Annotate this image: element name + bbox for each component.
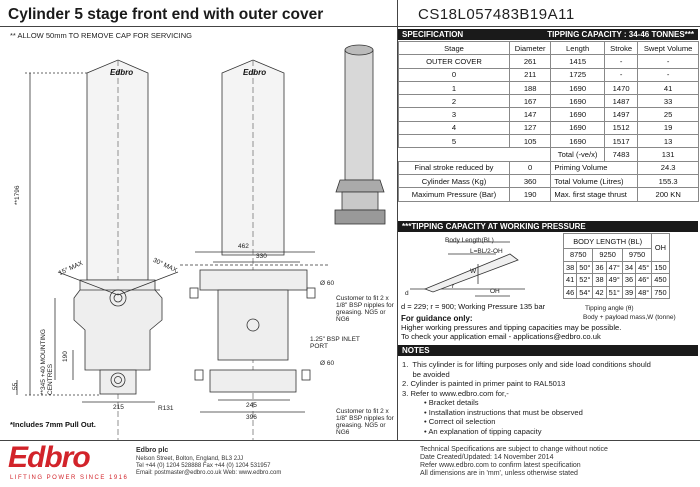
table-row [564, 286, 670, 299]
total-volume: 131 [638, 148, 699, 161]
l-label: L=BL/2-OH [470, 248, 503, 255]
customer-fit-top: Customer to fit 2 x 1/8" BSP nipples for greasing. NG5 or NG6 [336, 295, 394, 323]
table-cell: 105 [510, 135, 551, 148]
table-row [399, 108, 699, 121]
company-email: Email: postmaster@edbro.co.uk Web: www.edbro.com [136, 470, 282, 476]
table-cell: 34 [622, 261, 635, 274]
spec-header-cell: Length [551, 42, 605, 55]
note-item: 2. Cylinder is painted in primer paint to RAL5013 [402, 379, 566, 388]
guidance-line-1: Higher working pressures and tipping capacities may be possible. [401, 323, 622, 332]
dim-190: 190 [62, 351, 69, 362]
table-cell: 25 [638, 108, 699, 121]
bl-header: BODY LENGTH (BL) [564, 234, 652, 249]
note-item: • Bracket details [424, 398, 479, 407]
customer-fit-bottom: Customer to fit 2 x 1/8" BSP nipples for greasing. NG5 or NG6 [336, 408, 394, 436]
table-cell: 360 [510, 174, 551, 187]
spec-header-cell: Diameter [510, 42, 551, 55]
table-cell: 41 [564, 274, 577, 287]
table-cell: 190 [510, 188, 551, 201]
footer-right-4: All dimensions are in 'mm', unless otherwise stated [420, 470, 578, 477]
cylinder-drawing [0, 40, 397, 440]
table-cell: 54° [577, 286, 593, 299]
table-cell: 47° [606, 261, 622, 274]
product-code: CS18L057483B19A11 [418, 6, 575, 23]
table-cell: 261 [510, 55, 551, 68]
table-cell: 750 [652, 286, 669, 299]
table-cell: 1690 [551, 81, 605, 94]
payload-label: Body + payload mass,W (tonne) [583, 314, 676, 321]
bl-header-row [564, 234, 670, 249]
table-cell: 38 [593, 274, 606, 287]
table-cell: OUTER COVER [399, 55, 510, 68]
total-stroke: 7483 [604, 148, 637, 161]
table-cell: 41 [638, 81, 699, 94]
note-item: • Installation instructions that must be observed [424, 407, 583, 417]
table-cell: 450 [652, 274, 669, 287]
table-cell: 1690 [551, 121, 605, 134]
company-address: Nelson Street, Bolton, England, BL3 2JJ [136, 456, 244, 462]
company-name: Edbro plc [136, 447, 169, 454]
table-cell: 42 [593, 286, 606, 299]
table-cell: 48° [636, 286, 652, 299]
bl-col: 9750 [622, 249, 651, 262]
table-cell: 51° [606, 286, 622, 299]
table-cell: 5 [399, 135, 510, 148]
spec-header-cell: Stroke [604, 42, 637, 55]
table-cell: 147 [510, 108, 551, 121]
left-cover-body [87, 60, 148, 280]
company-phone: Tel +44 (0) 1204 528888 Fax +44 (0) 1204 531957 [136, 463, 271, 469]
table-cell: 1690 [551, 108, 605, 121]
table-cell: Final stroke reduced by [399, 161, 510, 174]
dim-mount: **345 +40 MOUNTING CENTRES [40, 329, 54, 395]
table-cell: 3 [399, 108, 510, 121]
dim-15: 15° MAX [57, 259, 85, 278]
oh-label: OH [490, 288, 500, 295]
table-cell: 188 [510, 81, 551, 94]
table-cell: 155.3 [638, 174, 699, 187]
table-cell: - [604, 55, 637, 68]
bl-col: 9250 [593, 249, 622, 262]
table-cell: 1690 [551, 135, 605, 148]
table-cell: 19 [638, 121, 699, 134]
r-label: r [452, 283, 455, 290]
w-label: W [470, 268, 477, 275]
spec-table [398, 41, 699, 202]
dim-330: 330 [256, 253, 267, 260]
table-cell: 46° [636, 274, 652, 287]
table-cell: 13 [638, 135, 699, 148]
table-row [564, 261, 670, 274]
page-title: Cylinder 5 stage front end with outer cover [8, 6, 324, 23]
table-cell: 50° [577, 261, 593, 274]
note-item: 1. This cylinder is for lifting purposes only and side load conditions should [402, 360, 651, 369]
table-cell: Total Volume (Litres) [551, 174, 638, 187]
table-cell: 200 KN [638, 188, 699, 201]
spec-header-row [399, 42, 699, 55]
table-cell: 46 [564, 286, 577, 299]
footer-right-3: Refer www.edbro.com to confirm latest specification [420, 462, 581, 469]
table-cell: 36 [593, 261, 606, 274]
table-cell: 150 [652, 261, 669, 274]
tipping-diagram [400, 234, 560, 302]
table-cell: Priming Volume [551, 161, 638, 174]
table-cell: 39 [622, 286, 635, 299]
dim-462: 462 [238, 243, 249, 250]
table-cell: Maximum Pressure (Bar) [399, 188, 510, 201]
note-item: • An explanation of tipping capacity [424, 426, 542, 436]
table-cell: 36 [622, 274, 635, 287]
cover-brand-middle: Edbro [243, 68, 267, 77]
table-cell: 1512 [604, 121, 637, 134]
table-cell: - [638, 55, 699, 68]
table-row [399, 68, 699, 81]
table-cell: Cylinder Mass (Kg) [399, 174, 510, 187]
bl-col: 8750 [564, 249, 593, 262]
total-label: Total (-ve/x) [551, 148, 605, 161]
table-row [399, 55, 699, 68]
table-cell: 45° [636, 261, 652, 274]
table-cell: 38 [564, 261, 577, 274]
total-row [399, 148, 699, 161]
empty-cell [510, 148, 551, 161]
table-row [564, 274, 670, 287]
table-row [399, 121, 699, 134]
table-cell: 1497 [604, 108, 637, 121]
table-row [399, 135, 699, 148]
dim-215: 215 [113, 404, 124, 411]
tipping-angle-label: Tipping angle (θ) [585, 305, 634, 312]
table-row [399, 81, 699, 94]
table-cell: 24.3 [638, 161, 699, 174]
allow-note: ** ALLOW 50mm TO REMOVE CAP FOR SERVICING [10, 31, 192, 40]
dim-dia60-top: Ø 60 [320, 280, 335, 287]
d-label: d [405, 290, 409, 297]
dim-30: 30° MAX [151, 256, 179, 275]
body-length-label: Body Length(BL) [445, 237, 494, 244]
dim-r131: R131 [158, 405, 174, 412]
tipping-bar: ***TIPPING CAPACITY AT WORKING PRESSURE [398, 221, 698, 232]
inlet-port: 1.25" BSP INLET PORT [310, 336, 360, 350]
oh-header: OH [652, 234, 669, 262]
dim-245: 245 [246, 402, 257, 409]
spec-bar-right: TIPPING CAPACITY : 34-46 TONNES*** [547, 30, 694, 39]
table-cell: - [638, 68, 699, 81]
dim-55: 55 [12, 382, 19, 390]
table-cell: 1470 [604, 81, 637, 94]
table-cell: 1517 [604, 135, 637, 148]
note-item: be avoided [402, 369, 450, 379]
table-cell: 1415 [551, 55, 605, 68]
table-cell: 33 [638, 95, 699, 108]
table-cell: 167 [510, 95, 551, 108]
table-cell: 49° [606, 274, 622, 287]
table-cell: 1690 [551, 95, 605, 108]
dim-total: **1796 [14, 185, 21, 205]
table-cell: 4 [399, 121, 510, 134]
table-cell: 1487 [604, 95, 637, 108]
table-cell: 127 [510, 121, 551, 134]
table-cell: 1 [399, 81, 510, 94]
body-length-table [563, 233, 670, 299]
table-cell: 0 [510, 161, 551, 174]
table-cell: 52° [577, 274, 593, 287]
footer-right-2: Date Created/Updated: 14 November 2014 [420, 454, 554, 461]
table-cell: - [604, 68, 637, 81]
footer-right-1: Technical Specifications are subject to change without notice [420, 446, 608, 453]
spec-header-cell: Swept Volume [638, 42, 699, 55]
table-cell: Max. first stage thrust [551, 188, 638, 201]
notes-bar: NOTES [398, 345, 698, 356]
notes-list [402, 360, 694, 436]
extra-row [399, 161, 699, 174]
brand-tagline: LIFTING POWER SINCE 1916 [10, 475, 129, 481]
pull-out-note: *Includes 7mm Pull Out. [10, 420, 96, 429]
table-cell: 2 [399, 95, 510, 108]
note-item: 3. Refer to www.edbro.com for,- [402, 388, 509, 398]
note-item: • Correct oil selection [424, 417, 496, 426]
table-cell: 211 [510, 68, 551, 81]
spec-bar-left: SPECIFICATION [402, 30, 464, 39]
header-divider [0, 26, 700, 27]
spec-bar [398, 29, 698, 40]
extra-row [399, 188, 699, 201]
dim-dia60-bottom: Ø 60 [320, 360, 335, 367]
brand-logo: Edbro [8, 441, 90, 474]
guidance-title: For guidance only: [401, 314, 473, 323]
guidance-line-2: To check your application email - applications@edbro.co.uk [401, 332, 601, 341]
cover-brand-left: Edbro [110, 68, 134, 77]
table-cell: 1725 [551, 68, 605, 81]
footer-divider [0, 440, 700, 441]
dim-396: 396 [246, 414, 257, 421]
formula-text: d = 229; r = 900; Working Pressure 135 bar [401, 302, 546, 311]
extra-row [399, 174, 699, 187]
table-cell: 0 [399, 68, 510, 81]
empty-cell [399, 148, 510, 161]
spec-header-cell: Stage [399, 42, 510, 55]
table-row [399, 95, 699, 108]
